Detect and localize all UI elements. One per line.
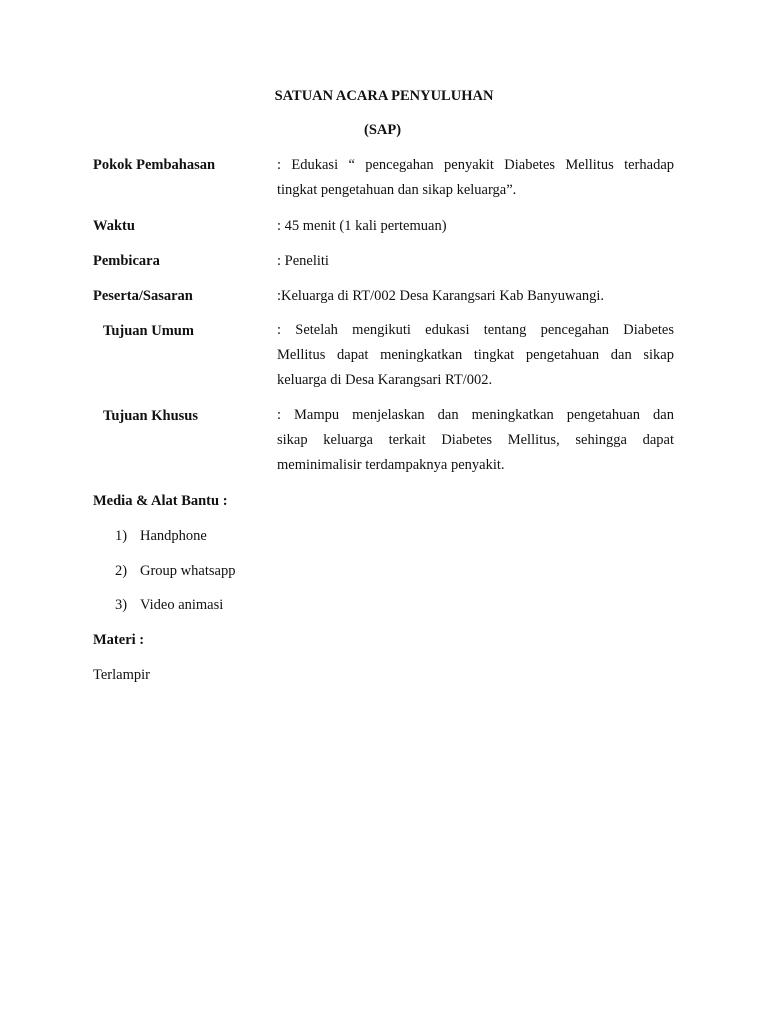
document-subtitle: (SAP) [364, 122, 402, 138]
field-value-line: :Keluarga di RT/002 Desa Karangsari Kab Banyuwangi. [277, 288, 605, 304]
field-value-line: : Edukasi “ pencegahan penyakit Diabetes Mellitus terhadap [277, 157, 674, 173]
list-item-number: 2) [115, 563, 128, 579]
list-item-number: 3) [115, 597, 128, 613]
media-heading: Media & Alat Bantu : [93, 493, 228, 509]
field-value-line: meminimalisir terdampaknya penyakit. [277, 457, 505, 473]
field-value-line: : Mampu menjelaskan dan meningkatkan pengetahuan dan [277, 407, 674, 423]
materi-heading: Materi : [93, 632, 145, 648]
field-value-line: : 45 menit (1 kali pertemuan) [277, 218, 447, 234]
field-value-pembicara [277, 249, 674, 274]
field-label-pokok-pembahasan: Pokok Pembahasan [93, 157, 216, 173]
field-value-tujuan-umum [277, 318, 674, 393]
field-label-tujuan-khusus: Tujuan Khusus [103, 408, 198, 424]
materi-text: Terlampir [93, 667, 150, 683]
field-label-pembicara: Pembicara [93, 253, 160, 269]
list-item-text: Video animasi [140, 597, 224, 613]
list-item-number: 1) [115, 528, 128, 544]
field-value-line: tingkat pengetahuan dan sikap keluarga”. [277, 182, 517, 198]
field-value-line: Mellitus dapat meningkatkan tingkat pengetahuan dan sikap [277, 347, 674, 363]
field-value-line: : Peneliti [277, 253, 329, 269]
field-label-peserta-sasaran: Peserta/Sasaran [93, 288, 193, 304]
list-item-text: Handphone [140, 528, 207, 544]
field-label-tujuan-umum: Tujuan Umum [103, 323, 194, 339]
document-title: SATUAN ACARA PENYULUHAN [274, 88, 494, 104]
list-item-text: Group whatsapp [140, 563, 236, 579]
field-label-waktu: Waktu [93, 218, 135, 234]
field-value-tujuan-khusus [277, 403, 674, 478]
field-value-peserta-sasaran [277, 284, 674, 309]
field-value-pokok-pembahasan [277, 153, 674, 203]
field-value-line: keluarga di Desa Karangsari RT/002. [277, 372, 493, 388]
field-value-line: sikap keluarga terkait Diabetes Mellitus, sehingga dapat [277, 432, 674, 448]
field-value-waktu [277, 214, 674, 239]
field-value-line: : Setelah mengikuti edukasi tentang pencegahan Diabetes [277, 322, 674, 338]
